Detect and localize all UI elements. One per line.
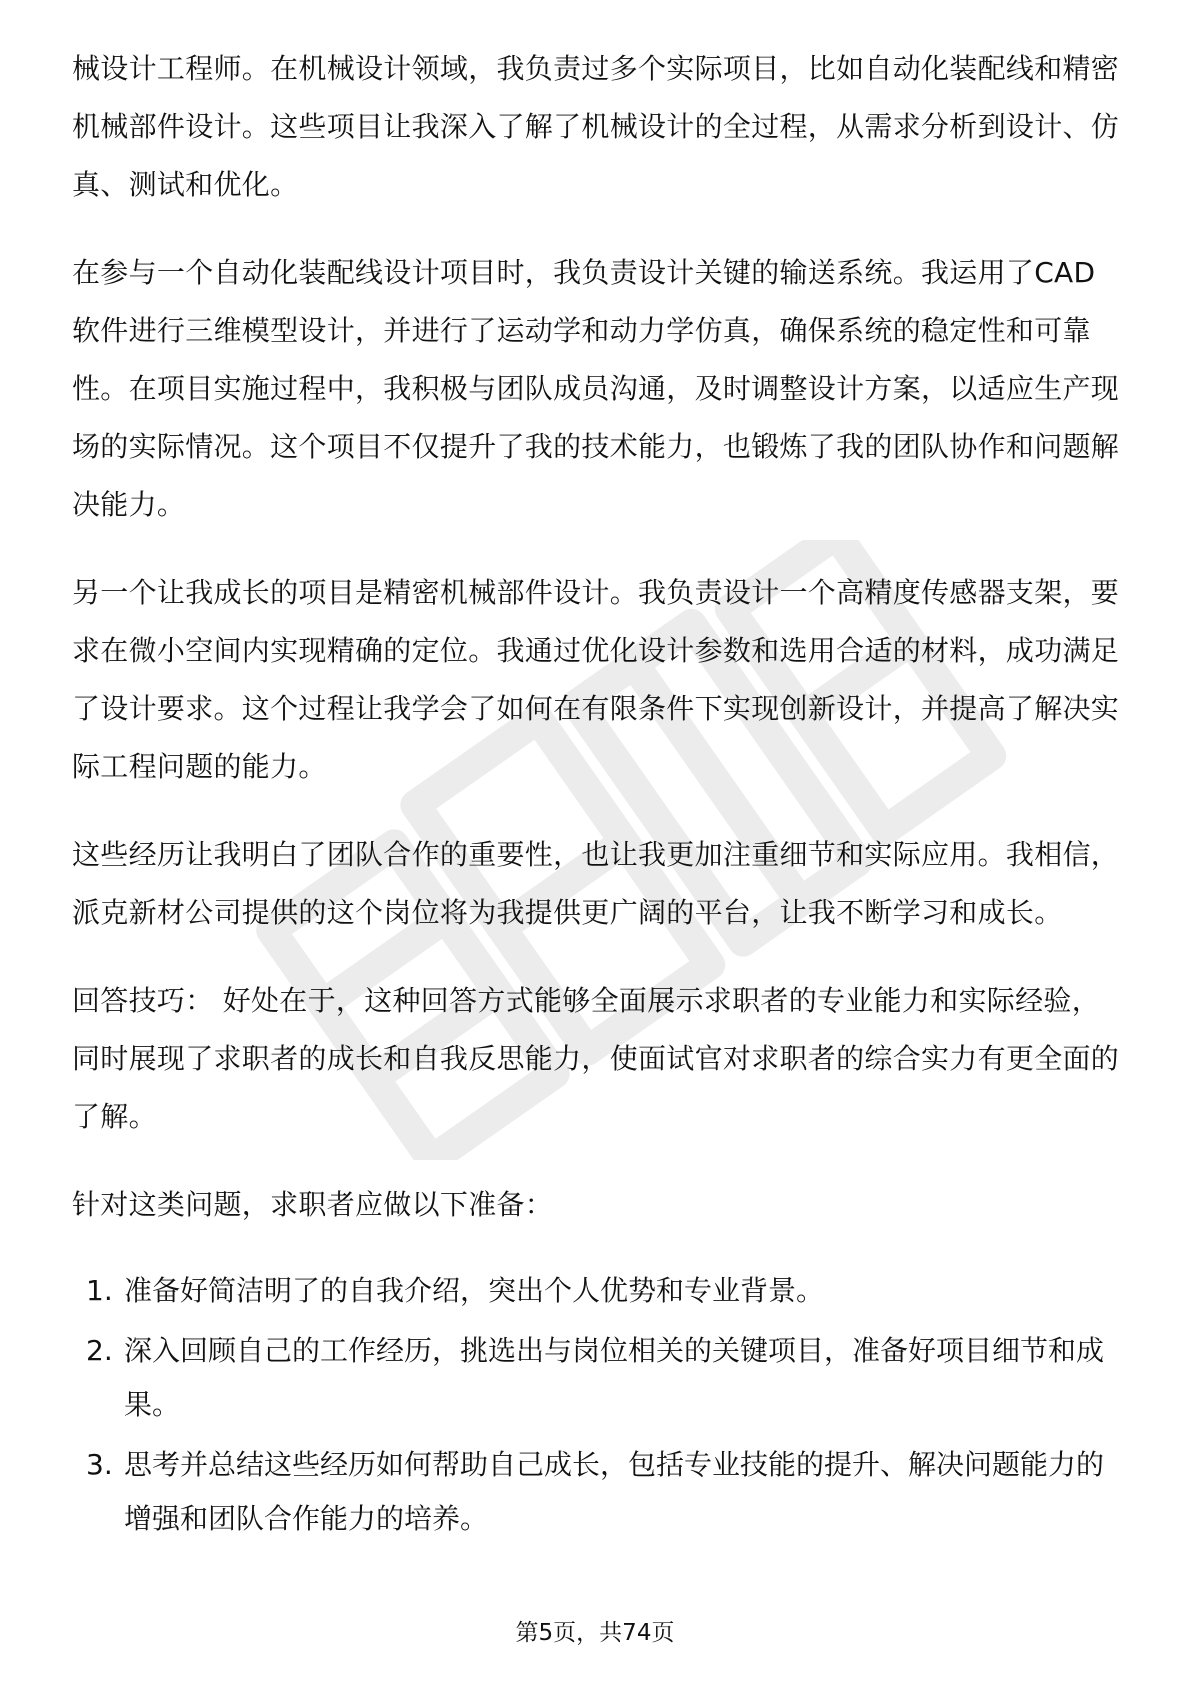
paragraph-precision-part-project: 另一个让我成长的项目是精密机械部件设计。我负责设计一个高精度传感器支架，要求在微小空间内实现精确的定位。我通过优化设计参数和选用合适的材料，成功满足了设计要求。这个过程让我学会了如何在有限条件下实现创新设计，并提高了解决实际工程问题的能力。 bbox=[72, 576, 1120, 783]
document-body bbox=[72, 40, 1120, 1552]
list-item-number: 2. bbox=[86, 1334, 113, 1367]
paragraph-preparation-intro: 针对这类问题，求职者应做以下准备： bbox=[72, 1188, 554, 1221]
paragraph-assembly-line-project: 在参与一个自动化装配线设计项目时，我负责设计关键的输送系统。我运用了CAD软件进行三维模型设计，并进行了运动学和动力学仿真，确保系统的稳定性和可靠性。在项目实施过程中，我积极与团队成员沟通，及时调整设计方案，以适应生产现场的实际情况。这个项目不仅提升了我的技术能力，也锻炼了我的团队协作和问题解决能力。 bbox=[72, 256, 1120, 521]
page-number-footer: 第5页，共74页 bbox=[515, 1620, 675, 1646]
list-item-text: 深入回顾自己的工作经历，挑选出与岗位相关的关键项目，准备好项目细节和成果。 bbox=[124, 1334, 1105, 1421]
list-item-number: 3. bbox=[86, 1448, 113, 1481]
paragraph-conclusion: 这些经历让我明白了团队合作的重要性，也让我更加注重细节和实际应用。我相信，派克新材公司提供的这个岗位将为我提供更广阔的平台，让我不断学习和成长。 bbox=[72, 838, 1120, 929]
list-item bbox=[72, 1324, 1120, 1432]
paragraph-experience-intro: 械设计工程师。在机械设计领域，我负责过多个实际项目，比如自动化装配线和精密机械部件设计。这些项目让我深入了解了机械设计的全过程，从需求分析到设计、仿真、测试和优化。 bbox=[72, 52, 1120, 201]
paragraph-answer-tips: 回答技巧： 好处在于，这种回答方式能够全面展示求职者的专业能力和实际经验，同时展现了求职者的成长和自我反思能力，使面试官对求职者的综合实力有更全面的了解。 bbox=[72, 984, 1120, 1133]
preparation-list bbox=[72, 1264, 1120, 1546]
list-item bbox=[72, 1438, 1120, 1546]
list-item-number: 1. bbox=[86, 1274, 113, 1307]
list-item-text: 准备好简洁明了的自我介绍，突出个人优势和专业背景。 bbox=[124, 1274, 825, 1307]
list-item-text: 思考并总结这些经历如何帮助自己成长，包括专业技能的提升、解决问题能力的增强和团队合作能力的培养。 bbox=[124, 1448, 1105, 1535]
list-item bbox=[72, 1264, 1120, 1318]
